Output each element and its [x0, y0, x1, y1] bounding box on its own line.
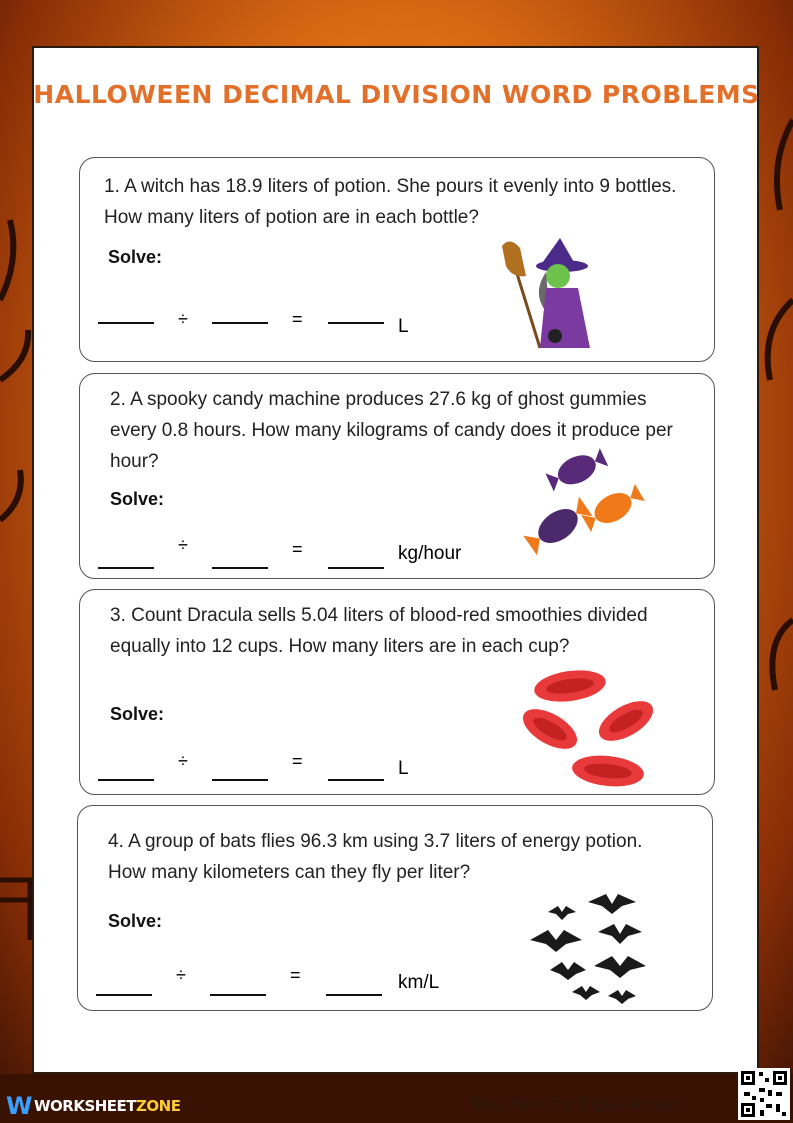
- unit-label: L: [398, 758, 409, 779]
- answer-blank-divisor[interactable]: [212, 322, 268, 324]
- solve-label: Solve:: [110, 704, 165, 724]
- equals-sign: =: [290, 965, 301, 985]
- unit-label: L: [398, 316, 409, 337]
- problem-text: 2. A spooky candy machine produces 27.6 kg of ghost gummies every 0.8 hours. How many kilograms of candy does it produce per hour?: [110, 389, 673, 472]
- answer-blank-quotient[interactable]: [326, 994, 382, 996]
- equals-sign: =: [292, 751, 303, 771]
- divide-sign: ÷: [178, 751, 188, 771]
- unit-label: kg/hour: [398, 543, 462, 564]
- problem-text: 4. A group of bats flies 96.3 km using 3.7 liters of energy potion. How many kilometers can they fly per liter?: [108, 831, 643, 883]
- problem-card-4: [77, 805, 713, 1011]
- problem-text: 3. Count Dracula sells 5.04 liters of blood-red smoothies divided equally into 12 cups. How many liters are in each cup?: [110, 605, 648, 657]
- qr-code-icon[interactable]: [738, 1068, 790, 1120]
- answer-blank-quotient[interactable]: [328, 322, 384, 324]
- bats-icon: [528, 892, 658, 1007]
- unit-label: km/L: [398, 972, 440, 993]
- answer-blank-dividend[interactable]: [98, 322, 154, 324]
- blood-cells-icon: [520, 666, 660, 791]
- equals-sign: =: [292, 309, 303, 329]
- divide-sign: ÷: [176, 965, 186, 985]
- worksheetzone-logo[interactable]: [6, 1092, 180, 1120]
- problem-card-1: [79, 157, 715, 362]
- candy-icon: [518, 448, 648, 568]
- solve-label: Solve:: [108, 911, 163, 931]
- brand-accent: ZONE: [136, 1097, 181, 1115]
- problem-text: 1. A witch has 18.9 liters of potion. She pours it evenly into 9 bottles. How many liters of potion are in each bottle?: [104, 176, 677, 228]
- answer-blank-divisor[interactable]: [212, 779, 268, 781]
- problem-card-3: [79, 589, 715, 795]
- divide-sign: ÷: [178, 309, 188, 329]
- problem-card-2: [79, 373, 715, 579]
- equals-sign: =: [292, 539, 303, 559]
- answer-blank-divisor[interactable]: [210, 994, 266, 996]
- answer-blank-quotient[interactable]: [328, 567, 384, 569]
- brand-main: WORKSHEET: [33, 1097, 137, 1115]
- witch-icon: [500, 236, 600, 351]
- divide-sign: ÷: [178, 535, 188, 555]
- logo-w-icon: W: [6, 1092, 32, 1120]
- solve-label: Solve:: [108, 247, 163, 267]
- answer-blank-dividend[interactable]: [96, 994, 152, 996]
- answer-blank-quotient[interactable]: [328, 779, 384, 781]
- page-title: HALLOWEEN DECIMAL DIVISION WORD PROBLEMS: [33, 80, 760, 109]
- solve-label: Solve:: [110, 489, 165, 509]
- scan-text: Scan Here For Digital Version: [470, 1096, 681, 1113]
- answer-blank-dividend[interactable]: [98, 779, 154, 781]
- answer-blank-divisor[interactable]: [212, 567, 268, 569]
- answer-blank-dividend[interactable]: [98, 567, 154, 569]
